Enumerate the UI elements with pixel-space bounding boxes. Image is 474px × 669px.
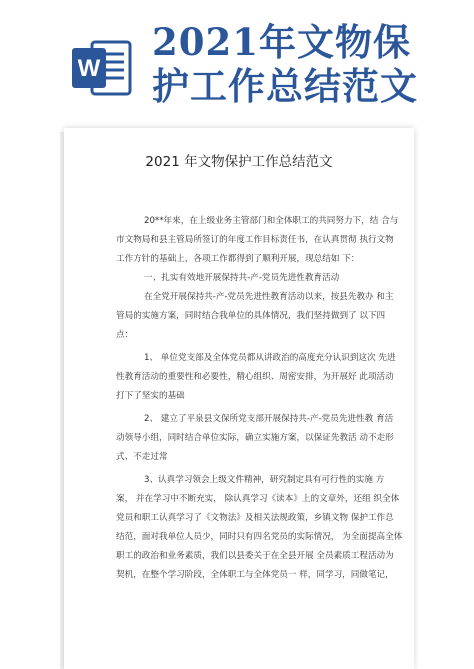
body-line: 管局的实施方案，同时结合我单位的具体情况，我们坚持做到了 以下四 (116, 311, 386, 321)
body-line: 2、 建立了平泉县文保所党支部开展保持共-产-党员先进性教 育活 (144, 414, 394, 424)
body-line: 结范，面对我单位人员少，同时只有四名党员的实际情况， 为全面提高全体 (116, 532, 403, 542)
section-heading: 一、扎实有效地开展保持共-产-党员先进性教育活动 (144, 273, 340, 283)
word-icon (70, 36, 134, 100)
body-line: 点： (116, 330, 134, 340)
body-line: 工作方针的基础上，各项工作都得到了顺利开展，现总结如 下： (116, 254, 360, 264)
banner-title (152, 20, 462, 108)
body-line: 3、认真学习领会上级文件精神，研究制定具有可行性的实施 方 (144, 475, 385, 485)
body-line: 职工的政治和业务素质，我们以县委关于在全县开展 全员素质工程活动为 (116, 551, 394, 561)
body-line: 市文物局和县主管局所签订的年度工作目标责任书，在认真贯彻 执行文物 (116, 235, 394, 245)
banner-title-line-2: 护工作总结范文 (152, 64, 418, 108)
body-line: 契机，在整个学习阶段，全体职工与全体党员一 样，同学习，同做笔记， (116, 570, 394, 580)
body-line: 性教育活动的重要性和必要性，精心组织、周密安排，为开展好 此项活动 (116, 372, 394, 382)
body-line: 1、 单位党支部及全体党员都从讲政治的高度充分认识到这次 先进 (144, 353, 396, 363)
body-line: 打下了坚实的基础 (116, 391, 185, 401)
word-icon-letter: W (77, 55, 101, 82)
banner (0, 0, 474, 118)
body-line: 在全党开展保持共-产-党员先进性教育活动以来，按县先教办 和主 (144, 292, 394, 302)
body-line: 式、不走过常 (116, 452, 168, 462)
document-page[interactable] (64, 128, 414, 669)
body-line: 党员和职工认真学习了《文物法》及相关法规政策，乡镇文物 保护工作总 (116, 513, 394, 523)
document-title: 2021 年文物保护工作总结范文 (145, 154, 333, 170)
body-line: 案， 并在学习中不断充实， 除认真学习《读本》上的文章外，还组 织全体 (116, 494, 400, 504)
body-line: 20**年来，在上级业务主管部门和全体职工的共同努力下，结 合与 (144, 216, 399, 226)
body-line: 动领导小组，同时结合单位实际，确立实施方案，以保证先教活 动不走形 (116, 433, 394, 443)
banner-title-line-1: 2021年文物保 (152, 20, 411, 64)
